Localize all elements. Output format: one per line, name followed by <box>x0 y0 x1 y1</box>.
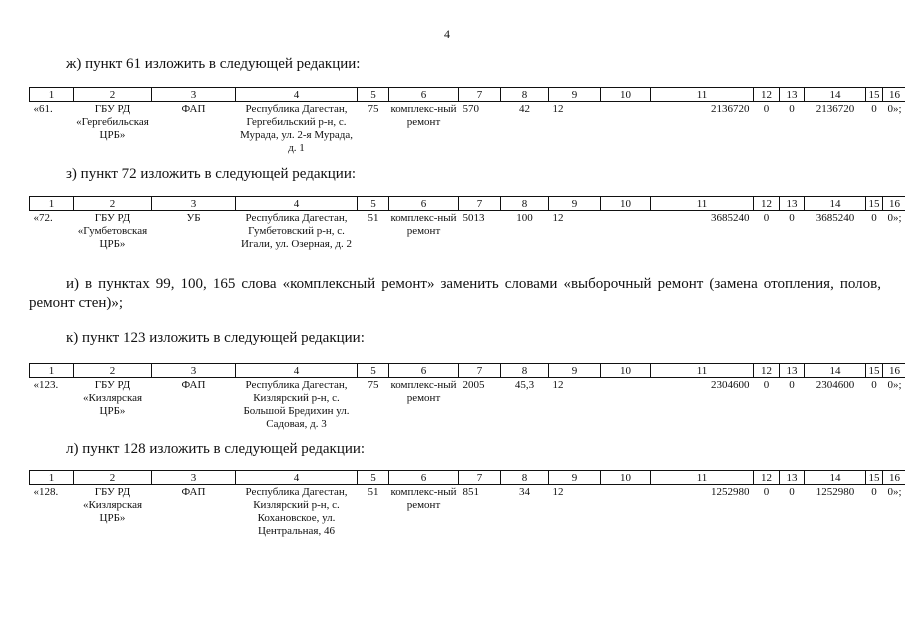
col-header: 13 <box>780 88 805 102</box>
cell-14: 2136720 <box>815 103 855 115</box>
col-header: 7 <box>459 471 501 485</box>
row-number: «72. <box>33 212 53 224</box>
col-header: 1 <box>30 197 74 211</box>
cell-16: 0»; <box>887 103 902 115</box>
col-header: 10 <box>601 88 651 102</box>
col-header: 5 <box>358 197 389 211</box>
section-heading-72: з) пункт 72 изложить в следующей редакции: <box>66 166 357 182</box>
cell-15: 0 <box>871 486 877 498</box>
col-header: 11 <box>651 88 754 102</box>
col-header: 10 <box>601 364 651 378</box>
table-row <box>30 102 905 156</box>
cell-15: 0 <box>871 379 877 391</box>
facility-type: ФАП <box>181 103 206 115</box>
cell-13: 0 <box>789 379 795 391</box>
col-header: 4 <box>236 471 358 485</box>
col-header: 5 <box>358 88 389 102</box>
repair-type: комплекс-ный ремонт <box>390 103 457 128</box>
institution: ГБУ РД «Кизлярская ЦРБ» <box>82 486 143 524</box>
col-header: 7 <box>459 197 501 211</box>
col-header: 13 <box>780 471 805 485</box>
cell-10 <box>601 485 651 539</box>
section-heading-123: к) пункт 123 изложить в следующей редакции: <box>66 330 365 346</box>
cell-8: 100 <box>516 212 533 224</box>
cell-11: 3685240 <box>711 212 750 224</box>
col-header: 9 <box>549 471 601 485</box>
col-header: 6 <box>389 88 459 102</box>
table-header-row <box>30 471 905 485</box>
amendment-table-61 <box>29 87 905 155</box>
col-header: 2 <box>74 88 152 102</box>
col-header: 13 <box>780 364 805 378</box>
col-header: 8 <box>501 471 549 485</box>
col-header: 9 <box>549 364 601 378</box>
cell-5: 75 <box>367 103 379 115</box>
cell-16: 0»; <box>887 486 902 498</box>
col-header: 1 <box>30 364 74 378</box>
col-header: 8 <box>501 88 549 102</box>
section-heading-128: л) пункт 128 изложить в следующей редакции: <box>66 441 366 457</box>
col-header: 7 <box>459 88 501 102</box>
cell-5: 75 <box>367 379 379 391</box>
facility-type: ФАП <box>181 486 206 498</box>
cell-7: 2005 <box>462 379 485 391</box>
col-header: 6 <box>389 471 459 485</box>
address: Республика Дагестан, Кизлярский р-н, с. Большой Бредихин ул. Садовая, д. 3 <box>243 379 350 430</box>
cell-11: 1252980 <box>711 486 750 498</box>
col-header: 15 <box>866 197 883 211</box>
col-header: 11 <box>651 471 754 485</box>
col-header: 2 <box>74 197 152 211</box>
cell-9: 12 <box>552 103 564 115</box>
col-header: 9 <box>549 197 601 211</box>
col-header: 2 <box>74 471 152 485</box>
col-header: 16 <box>883 197 905 211</box>
col-header: 10 <box>601 197 651 211</box>
cell-9: 12 <box>552 486 564 498</box>
cell-9: 12 <box>552 379 564 391</box>
row-number: «123. <box>33 379 59 391</box>
cell-15: 0 <box>871 103 877 115</box>
table-header-row <box>30 364 905 378</box>
col-header: 14 <box>805 471 866 485</box>
table-row <box>30 211 905 252</box>
cell-5: 51 <box>367 212 379 224</box>
col-header: 12 <box>754 364 780 378</box>
cell-12: 0 <box>763 486 770 498</box>
cell-13: 0 <box>789 486 795 498</box>
repair-type: комплекс-ный ремонт <box>390 212 457 237</box>
col-header: 8 <box>501 197 549 211</box>
col-header: 16 <box>883 364 905 378</box>
cell-7: 5013 <box>462 212 485 224</box>
cell-10 <box>601 211 651 252</box>
cell-11: 2304600 <box>711 379 750 391</box>
col-header: 15 <box>866 88 883 102</box>
col-header: 3 <box>152 197 236 211</box>
col-header: 7 <box>459 364 501 378</box>
paragraph-i: и) в пунктах 99, 100, 165 слова «комплексный ремонт» заменить словами «выборочный ремонт (замена отопления, полов, ремонт стен)»; <box>29 276 881 311</box>
facility-type: УБ <box>186 212 201 224</box>
row-number: «61. <box>33 103 53 115</box>
cell-12: 0 <box>763 379 770 391</box>
col-header: 15 <box>866 471 883 485</box>
address: Республика Дагестан, Гумбетовский р-н, с. Игали, ул. Озерная, д. 2 <box>241 212 352 250</box>
col-header: 12 <box>754 471 780 485</box>
col-header: 14 <box>805 197 866 211</box>
cell-13: 0 <box>789 212 795 224</box>
page-number: 4 <box>444 27 450 41</box>
col-header: 11 <box>651 364 754 378</box>
cell-7: 570 <box>462 103 479 115</box>
repair-type: комплекс-ный ремонт <box>390 486 457 511</box>
col-header: 9 <box>549 88 601 102</box>
col-header: 14 <box>805 88 866 102</box>
cell-13: 0 <box>789 103 795 115</box>
cell-7: 851 <box>462 486 479 498</box>
cell-9: 12 <box>552 212 564 224</box>
table-row <box>30 485 905 539</box>
col-header: 16 <box>883 88 905 102</box>
col-header: 12 <box>754 197 780 211</box>
cell-12: 0 <box>763 103 770 115</box>
repair-type: комплекс-ный ремонт <box>390 379 457 404</box>
cell-10 <box>601 102 651 156</box>
facility-type: ФАП <box>181 379 206 391</box>
col-header: 5 <box>358 364 389 378</box>
amendment-table-123 <box>29 363 905 431</box>
cell-14: 1252980 <box>815 486 855 498</box>
col-header: 10 <box>601 471 651 485</box>
col-header: 16 <box>883 471 905 485</box>
cell-11: 2136720 <box>711 103 750 115</box>
col-header: 5 <box>358 471 389 485</box>
col-header: 1 <box>30 88 74 102</box>
table-header-row <box>30 197 905 211</box>
col-header: 1 <box>30 471 74 485</box>
col-header: 6 <box>389 197 459 211</box>
col-header: 3 <box>152 471 236 485</box>
address: Республика Дагестан, Гергебильский р-н, с. Мурада, ул. 2-я Мурада, д. 1 <box>240 103 353 154</box>
col-header: 14 <box>805 364 866 378</box>
cell-16: 0»; <box>887 379 902 391</box>
col-header: 3 <box>152 88 236 102</box>
row-number: «128. <box>33 486 59 498</box>
table-row <box>30 378 905 432</box>
cell-10 <box>601 378 651 432</box>
col-header: 2 <box>74 364 152 378</box>
col-header: 4 <box>236 364 358 378</box>
col-header: 13 <box>780 197 805 211</box>
col-header: 11 <box>651 197 754 211</box>
institution: ГБУ РД «Кизлярская ЦРБ» <box>82 379 143 417</box>
cell-15: 0 <box>871 212 877 224</box>
col-header: 8 <box>501 364 549 378</box>
cell-8: 45,3 <box>514 379 535 391</box>
institution: ГБУ РД «Гергебильская ЦРБ» <box>76 103 149 141</box>
cell-12: 0 <box>763 212 770 224</box>
col-header: 4 <box>236 197 358 211</box>
cell-14: 3685240 <box>815 212 855 224</box>
cell-8: 34 <box>519 486 530 498</box>
col-header: 12 <box>754 88 780 102</box>
cell-14: 2304600 <box>815 379 855 391</box>
cell-16: 0»; <box>887 212 902 224</box>
col-header: 6 <box>389 364 459 378</box>
amendment-table-128 <box>29 470 905 538</box>
institution: ГБУ РД «Гумбетовская ЦРБ» <box>77 212 148 250</box>
cell-8: 42 <box>519 103 530 115</box>
col-header: 3 <box>152 364 236 378</box>
cell-5: 51 <box>367 486 379 498</box>
col-header: 4 <box>236 88 358 102</box>
table-header-row <box>30 88 905 102</box>
section-heading-61: ж) пункт 61 изложить в следующей редакции: <box>66 56 361 72</box>
amendment-table-72 <box>29 196 905 251</box>
col-header: 15 <box>866 364 883 378</box>
address: Республика Дагестан, Кизлярский р-н, с. Кохановское, ул. Центральная, 46 <box>245 486 348 537</box>
